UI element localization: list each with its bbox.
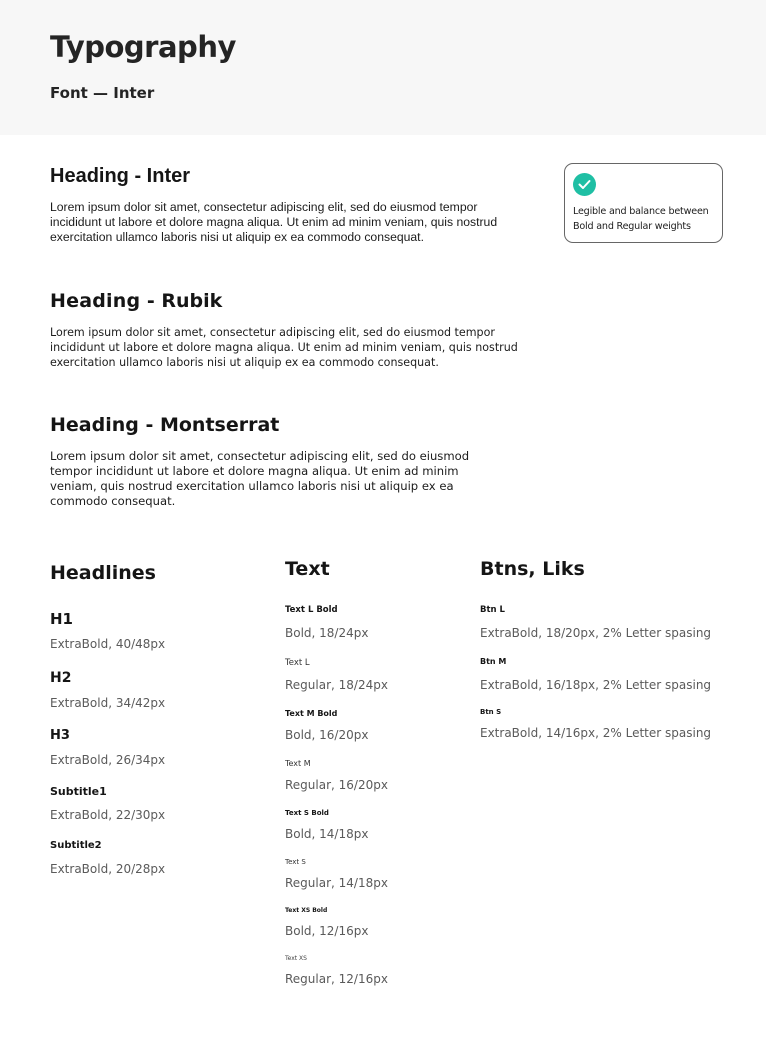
heading-word: Heading <box>50 165 129 187</box>
text-style-name: Text M <box>285 759 311 768</box>
page-header <box>0 0 766 135</box>
button-style-spec: ExtraBold, 16/18px, 2% Letter spasing <box>480 678 712 692</box>
font-label: Font — Inter <box>50 84 155 102</box>
text-style-spec: Regular, 12/16px <box>285 972 388 986</box>
note-text: Legible and balance between Bold and Regular weights <box>573 206 709 232</box>
sample-heading <box>50 289 520 313</box>
text-style-name: Text S <box>285 858 306 866</box>
sample-heading <box>50 413 520 437</box>
text-style-spec: Bold, 14/18px <box>285 827 369 841</box>
text-style-name: Text L <box>285 658 310 668</box>
heading-font-name: - Inter <box>128 165 191 187</box>
sample-montserrat <box>50 413 520 509</box>
sample-body: Lorem ipsum dolor sit amet, consectetur adipiscing elit, sed do eiusmod tempor incididunt ut labore et dolore magna aliqua. Ut enim ad minim veniam, quis nostrud exercitation ullamco laboris nisi ut aliquip ex ea commodo consequat. <box>50 326 518 369</box>
heading-font-name: - Montserrat <box>138 414 280 436</box>
sample-heading <box>50 164 520 188</box>
headline-name: Subtitle2 <box>50 840 102 851</box>
text-style-spec: Regular, 16/20px <box>285 778 388 792</box>
button-style-name: Btn S <box>480 708 502 716</box>
text-style-spec: Bold, 16/20px <box>285 728 369 742</box>
button-style-spec: ExtraBold, 14/16px, 2% Letter spasing <box>480 726 712 740</box>
text-title: Text <box>285 558 330 580</box>
button-style-name: Btn M <box>480 657 507 666</box>
buttons-title: Btns, Liks <box>480 558 585 580</box>
check-circle-icon <box>573 173 596 196</box>
headline-name: H3 <box>50 728 70 743</box>
heading-word: Heading <box>50 414 139 436</box>
headline-spec: ExtraBold, 34/42px <box>50 696 166 710</box>
page-title: Typography <box>50 30 236 64</box>
sample-rubik <box>50 289 520 370</box>
button-style-spec: ExtraBold, 18/20px, 2% Letter spasing <box>480 626 712 640</box>
headline-name: Subtitle1 <box>50 785 107 798</box>
sample-inter <box>50 164 520 245</box>
headlines-title: Headlines <box>50 562 156 584</box>
sample-body: Lorem ipsum dolor sit amet, consectetur adipiscing elit, sed do eiusmod tempor incididunt ut labore et dolore magna aliqua. Ut enim ad minim veniam, quis nostrud exercitation ullamco laboris nisi ut aliquip ex ea commodo consequat. <box>50 449 470 508</box>
note-card <box>564 163 723 243</box>
headline-name: H1 <box>50 610 73 628</box>
headline-spec: ExtraBold, 22/30px <box>50 808 166 822</box>
text-style-name: Text XS Bold <box>285 907 328 914</box>
text-style-spec: Regular, 18/24px <box>285 678 388 692</box>
heading-font-name: - Rubik <box>140 290 223 312</box>
text-style-spec: Bold, 18/24px <box>285 626 369 640</box>
sample-body: Lorem ipsum dolor sit amet, consectetur adipiscing elit, sed do eiusmod tempor incididunt ut labore et dolore magna aliqua. Ut enim ad minim veniam, quis nostrud exercitation ullamco laboris nisi ut aliquip ex ea commodo consequat. <box>50 200 498 244</box>
headline-name: H2 <box>50 670 72 686</box>
headline-spec: ExtraBold, 40/48px <box>50 637 166 651</box>
text-style-spec: Regular, 14/18px <box>285 876 388 890</box>
text-style-name: Text L Bold <box>285 605 338 615</box>
headline-spec: ExtraBold, 26/34px <box>50 753 166 767</box>
text-style-name: Text M Bold <box>285 709 338 718</box>
headline-spec: ExtraBold, 20/28px <box>50 862 166 876</box>
button-style-name: Btn L <box>480 605 505 615</box>
heading-word: Heading <box>50 290 141 312</box>
text-style-name: Text S Bold <box>285 809 329 817</box>
text-style-spec: Bold, 12/16px <box>285 924 369 938</box>
text-style-name: Text XS <box>285 955 307 962</box>
